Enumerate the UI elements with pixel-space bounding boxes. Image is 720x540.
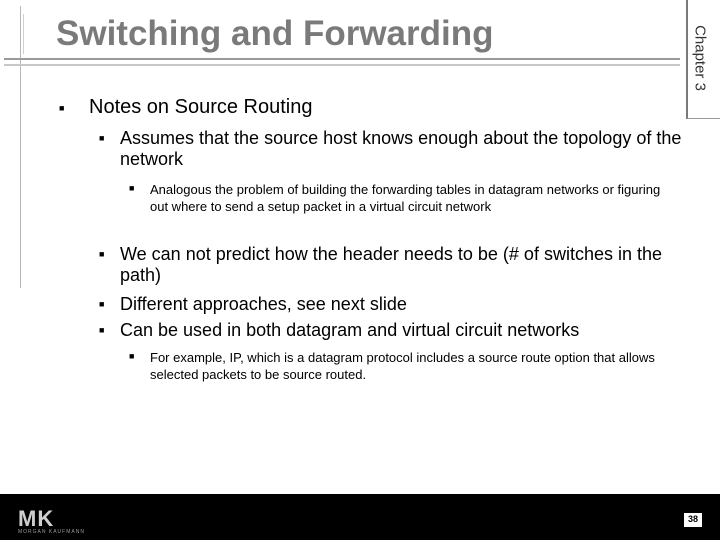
- publisher-logo: MK: [18, 506, 55, 531]
- publisher-logo-subtext: MORGAN KAUFMANN: [18, 529, 85, 535]
- bullet-level-3: For example, IP, which is a datagram protocol includes a source route option that allows selected packets to be source routed.: [150, 350, 655, 382]
- slide-title: Switching and Forwarding: [56, 14, 494, 53]
- bullet-square-icon: ■: [99, 299, 105, 309]
- page-number: 38: [687, 514, 698, 524]
- title-underline-secondary: [4, 64, 680, 66]
- bullet-square-icon: ■: [129, 183, 135, 193]
- bullet-level-2: We can not predict how the header needs to be (# of switches in the path): [120, 244, 662, 285]
- chapter-label: Chapter 3: [691, 25, 709, 91]
- decorative-vertical-line: [20, 6, 21, 288]
- bullet-square-icon: ■: [99, 133, 105, 143]
- bullet-level-1: Notes on Source Routing: [89, 96, 313, 118]
- bullet-square-icon: ■: [99, 325, 105, 335]
- title-underline: [4, 58, 680, 60]
- bullet-level-2: Different approaches, see next slide: [120, 294, 407, 314]
- bullet-level-2: Can be used in both datagram and virtual circuit networks: [120, 320, 580, 340]
- bullet-level-3: Analogous the problem of building the forwarding tables in datagram networks or figuring out where to send a setup packet in a virtual circuit network: [150, 182, 661, 214]
- bullet-square-icon: ■: [59, 103, 65, 113]
- bullet-level-2: Assumes that the source host knows enough about the topology of the network: [120, 128, 682, 169]
- bullet-square-icon: ■: [99, 249, 105, 259]
- bullet-square-icon: ■: [129, 351, 135, 361]
- decorative-vertical-line-short: [23, 14, 24, 54]
- footer-bar: [0, 494, 720, 540]
